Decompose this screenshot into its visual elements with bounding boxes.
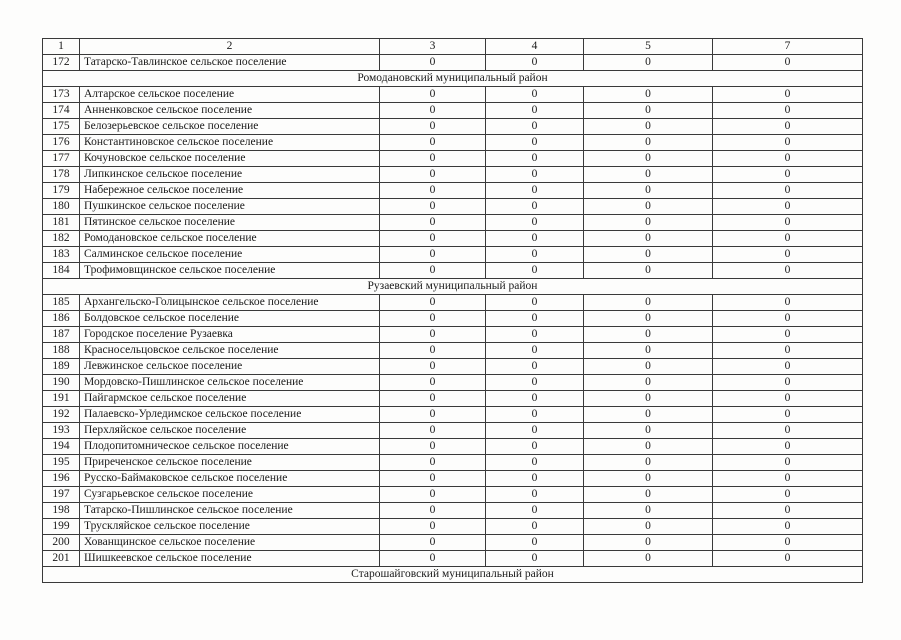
value-col-5: 0 xyxy=(584,183,713,199)
row-number: 190 xyxy=(43,375,80,391)
settlement-name: Кочуновское сельское поселение xyxy=(80,151,380,167)
table-row xyxy=(43,87,863,103)
value-col-4: 0 xyxy=(486,199,584,215)
value-col-5: 0 xyxy=(584,375,713,391)
value-col-4: 0 xyxy=(486,151,584,167)
value-col-3: 0 xyxy=(380,487,486,503)
value-col-5: 0 xyxy=(584,471,713,487)
settlement-name: Левжинское сельское поселение xyxy=(80,359,380,375)
value-col-4: 0 xyxy=(486,503,584,519)
value-col-3: 0 xyxy=(380,87,486,103)
header-col-3: 3 xyxy=(380,39,486,55)
value-col-7: 0 xyxy=(713,199,863,215)
value-col-4: 0 xyxy=(486,55,584,71)
table-row xyxy=(43,135,863,151)
table-row xyxy=(43,551,863,567)
value-col-5: 0 xyxy=(584,87,713,103)
value-col-7: 0 xyxy=(713,247,863,263)
value-col-7: 0 xyxy=(713,167,863,183)
value-col-5: 0 xyxy=(584,199,713,215)
value-col-5: 0 xyxy=(584,439,713,455)
row-number: 185 xyxy=(43,295,80,311)
value-col-3: 0 xyxy=(380,455,486,471)
value-col-5: 0 xyxy=(584,167,713,183)
settlement-name: Алтарское сельское поселение xyxy=(80,87,380,103)
settlement-name: Палаевско-Урледимское сельское поселение xyxy=(80,407,380,423)
row-number: 183 xyxy=(43,247,80,263)
value-col-3: 0 xyxy=(380,503,486,519)
settlement-name: Трофимовщинское сельское поселение xyxy=(80,263,380,279)
row-number: 189 xyxy=(43,359,80,375)
value-col-3: 0 xyxy=(380,151,486,167)
row-number: 176 xyxy=(43,135,80,151)
value-col-4: 0 xyxy=(486,423,584,439)
value-col-4: 0 xyxy=(486,471,584,487)
header-col-4: 4 xyxy=(486,39,584,55)
value-col-7: 0 xyxy=(713,263,863,279)
value-col-3: 0 xyxy=(380,471,486,487)
settlement-name: Болдовское сельское поселение xyxy=(80,311,380,327)
table-row xyxy=(43,391,863,407)
settlement-name: Белозерьевское сельское поселение xyxy=(80,119,380,135)
row-number: 175 xyxy=(43,119,80,135)
header-col-5: 5 xyxy=(584,39,713,55)
value-col-7: 0 xyxy=(713,439,863,455)
row-number: 172 xyxy=(43,55,80,71)
value-col-7: 0 xyxy=(713,471,863,487)
value-col-7: 0 xyxy=(713,215,863,231)
district-title: Старошайговский муниципальный район xyxy=(43,567,863,583)
table-row xyxy=(43,167,863,183)
value-col-3: 0 xyxy=(380,519,486,535)
value-col-3: 0 xyxy=(380,551,486,567)
value-col-5: 0 xyxy=(584,407,713,423)
settlement-name: Салминское сельское поселение xyxy=(80,247,380,263)
value-col-3: 0 xyxy=(380,55,486,71)
table-row xyxy=(43,487,863,503)
table-row xyxy=(43,375,863,391)
table-row xyxy=(43,327,863,343)
value-col-7: 0 xyxy=(713,343,863,359)
value-col-5: 0 xyxy=(584,503,713,519)
value-col-3: 0 xyxy=(380,327,486,343)
value-col-3: 0 xyxy=(380,311,486,327)
value-col-7: 0 xyxy=(713,151,863,167)
settlement-name: Пушкинское сельское поселение xyxy=(80,199,380,215)
value-col-4: 0 xyxy=(486,551,584,567)
value-col-5: 0 xyxy=(584,391,713,407)
value-col-7: 0 xyxy=(713,455,863,471)
settlement-name: Татарско-Тавлинское сельское поселение xyxy=(80,55,380,71)
row-number: 179 xyxy=(43,183,80,199)
row-number: 182 xyxy=(43,231,80,247)
value-col-5: 0 xyxy=(584,343,713,359)
row-number: 198 xyxy=(43,503,80,519)
table-row xyxy=(43,247,863,263)
value-col-7: 0 xyxy=(713,375,863,391)
table-row xyxy=(43,151,863,167)
row-number: 173 xyxy=(43,87,80,103)
settlement-name: Сузгарьевское сельское поселение xyxy=(80,487,380,503)
row-number: 178 xyxy=(43,167,80,183)
row-number: 188 xyxy=(43,343,80,359)
table-row xyxy=(43,407,863,423)
table-row xyxy=(43,519,863,535)
settlement-name: Плодопитомническое сельское поселение xyxy=(80,439,380,455)
value-col-3: 0 xyxy=(380,343,486,359)
value-col-3: 0 xyxy=(380,231,486,247)
value-col-4: 0 xyxy=(486,231,584,247)
value-col-7: 0 xyxy=(713,359,863,375)
value-col-5: 0 xyxy=(584,135,713,151)
data-table xyxy=(42,38,863,583)
settlement-name: Мордовско-Пишлинское сельское поселение xyxy=(80,375,380,391)
table-row xyxy=(43,199,863,215)
table-row xyxy=(43,439,863,455)
settlement-name: Пайгармское сельское поселение xyxy=(80,391,380,407)
header-col-2: 2 xyxy=(80,39,380,55)
value-col-7: 0 xyxy=(713,55,863,71)
district-section-row xyxy=(43,279,863,295)
row-number: 196 xyxy=(43,471,80,487)
value-col-3: 0 xyxy=(380,423,486,439)
value-col-5: 0 xyxy=(584,487,713,503)
table-row xyxy=(43,423,863,439)
table-header-row xyxy=(43,39,863,55)
value-col-5: 0 xyxy=(584,519,713,535)
value-col-3: 0 xyxy=(380,247,486,263)
value-col-5: 0 xyxy=(584,151,713,167)
table-row xyxy=(43,471,863,487)
value-col-4: 0 xyxy=(486,391,584,407)
value-col-7: 0 xyxy=(713,103,863,119)
value-col-4: 0 xyxy=(486,263,584,279)
table-row xyxy=(43,183,863,199)
value-col-7: 0 xyxy=(713,87,863,103)
settlement-name: Перхляйское сельское поселение xyxy=(80,423,380,439)
value-col-7: 0 xyxy=(713,311,863,327)
settlement-name: Ромодановское сельское поселение xyxy=(80,231,380,247)
table-row xyxy=(43,295,863,311)
value-col-4: 0 xyxy=(486,87,584,103)
value-col-4: 0 xyxy=(486,215,584,231)
value-col-5: 0 xyxy=(584,263,713,279)
value-col-4: 0 xyxy=(486,327,584,343)
value-col-4: 0 xyxy=(486,375,584,391)
row-number: 192 xyxy=(43,407,80,423)
value-col-4: 0 xyxy=(486,183,584,199)
value-col-7: 0 xyxy=(713,487,863,503)
value-col-3: 0 xyxy=(380,295,486,311)
value-col-7: 0 xyxy=(713,551,863,567)
settlement-name: Приреченское сельское поселение xyxy=(80,455,380,471)
value-col-5: 0 xyxy=(584,247,713,263)
value-col-4: 0 xyxy=(486,247,584,263)
row-number: 194 xyxy=(43,439,80,455)
value-col-3: 0 xyxy=(380,375,486,391)
value-col-3: 0 xyxy=(380,359,486,375)
value-col-7: 0 xyxy=(713,391,863,407)
value-col-5: 0 xyxy=(584,423,713,439)
value-col-4: 0 xyxy=(486,103,584,119)
district-section-row xyxy=(43,567,863,583)
district-title: Ромодановский муниципальный район xyxy=(43,71,863,87)
table-row xyxy=(43,215,863,231)
value-col-5: 0 xyxy=(584,55,713,71)
row-number: 186 xyxy=(43,311,80,327)
value-col-3: 0 xyxy=(380,263,486,279)
settlement-name: Липкинское сельское поселение xyxy=(80,167,380,183)
value-col-3: 0 xyxy=(380,391,486,407)
row-number: 187 xyxy=(43,327,80,343)
row-number: 191 xyxy=(43,391,80,407)
district-title: Рузаевский муниципальный район xyxy=(43,279,863,295)
header-col-1: 1 xyxy=(43,39,80,55)
table-row xyxy=(43,535,863,551)
value-col-7: 0 xyxy=(713,503,863,519)
value-col-7: 0 xyxy=(713,135,863,151)
value-col-3: 0 xyxy=(380,119,486,135)
value-col-3: 0 xyxy=(380,183,486,199)
row-number: 181 xyxy=(43,215,80,231)
value-col-3: 0 xyxy=(380,135,486,151)
settlement-name: Городское поселение Рузаевка xyxy=(80,327,380,343)
settlement-name: Архангельско-Голицынское сельское поселение xyxy=(80,295,380,311)
table-row xyxy=(43,503,863,519)
value-col-4: 0 xyxy=(486,135,584,151)
settlement-name: Татарско-Пишлинское сельское поселение xyxy=(80,503,380,519)
row-number: 184 xyxy=(43,263,80,279)
row-number: 199 xyxy=(43,519,80,535)
value-col-4: 0 xyxy=(486,343,584,359)
value-col-4: 0 xyxy=(486,535,584,551)
settlement-name: Хованщинское сельское поселение xyxy=(80,535,380,551)
value-col-5: 0 xyxy=(584,231,713,247)
table-row xyxy=(43,455,863,471)
value-col-4: 0 xyxy=(486,519,584,535)
value-col-7: 0 xyxy=(713,519,863,535)
value-col-3: 0 xyxy=(380,103,486,119)
settlement-name: Русско-Баймаковское сельское поселение xyxy=(80,471,380,487)
value-col-7: 0 xyxy=(713,327,863,343)
value-col-4: 0 xyxy=(486,487,584,503)
table-row xyxy=(43,55,863,71)
value-col-7: 0 xyxy=(713,119,863,135)
value-col-3: 0 xyxy=(380,407,486,423)
settlement-name: Шишкеевское сельское поселение xyxy=(80,551,380,567)
row-number: 197 xyxy=(43,487,80,503)
settlement-name: Трускляйское сельское поселение xyxy=(80,519,380,535)
value-col-3: 0 xyxy=(380,215,486,231)
value-col-5: 0 xyxy=(584,119,713,135)
settlement-name: Красносельцовское сельское поселение xyxy=(80,343,380,359)
value-col-4: 0 xyxy=(486,439,584,455)
settlement-name: Набережное сельское поселение xyxy=(80,183,380,199)
value-col-5: 0 xyxy=(584,327,713,343)
value-col-4: 0 xyxy=(486,295,584,311)
table-body xyxy=(43,39,863,583)
value-col-7: 0 xyxy=(713,535,863,551)
row-number: 177 xyxy=(43,151,80,167)
value-col-3: 0 xyxy=(380,199,486,215)
value-col-3: 0 xyxy=(380,535,486,551)
district-section-row xyxy=(43,71,863,87)
row-number: 200 xyxy=(43,535,80,551)
value-col-4: 0 xyxy=(486,167,584,183)
value-col-3: 0 xyxy=(380,167,486,183)
table-row xyxy=(43,103,863,119)
settlement-name: Анненковское сельское поселение xyxy=(80,103,380,119)
table-row xyxy=(43,231,863,247)
table-row xyxy=(43,263,863,279)
value-col-5: 0 xyxy=(584,103,713,119)
table-row xyxy=(43,119,863,135)
table-row xyxy=(43,359,863,375)
value-col-7: 0 xyxy=(713,295,863,311)
value-col-4: 0 xyxy=(486,311,584,327)
row-number: 201 xyxy=(43,551,80,567)
value-col-5: 0 xyxy=(584,215,713,231)
row-number: 174 xyxy=(43,103,80,119)
value-col-5: 0 xyxy=(584,359,713,375)
row-number: 193 xyxy=(43,423,80,439)
value-col-4: 0 xyxy=(486,455,584,471)
settlement-name: Пятинское сельское поселение xyxy=(80,215,380,231)
header-col-7: 7 xyxy=(713,39,863,55)
table-row xyxy=(43,311,863,327)
value-col-7: 0 xyxy=(713,407,863,423)
value-col-5: 0 xyxy=(584,311,713,327)
value-col-4: 0 xyxy=(486,359,584,375)
value-col-7: 0 xyxy=(713,183,863,199)
value-col-5: 0 xyxy=(584,535,713,551)
value-col-5: 0 xyxy=(584,455,713,471)
row-number: 195 xyxy=(43,455,80,471)
value-col-4: 0 xyxy=(486,119,584,135)
value-col-7: 0 xyxy=(713,423,863,439)
settlement-name: Константиновское сельское поселение xyxy=(80,135,380,151)
value-col-7: 0 xyxy=(713,231,863,247)
value-col-5: 0 xyxy=(584,295,713,311)
row-number: 180 xyxy=(43,199,80,215)
value-col-4: 0 xyxy=(486,407,584,423)
table-row xyxy=(43,343,863,359)
value-col-5: 0 xyxy=(584,551,713,567)
value-col-3: 0 xyxy=(380,439,486,455)
